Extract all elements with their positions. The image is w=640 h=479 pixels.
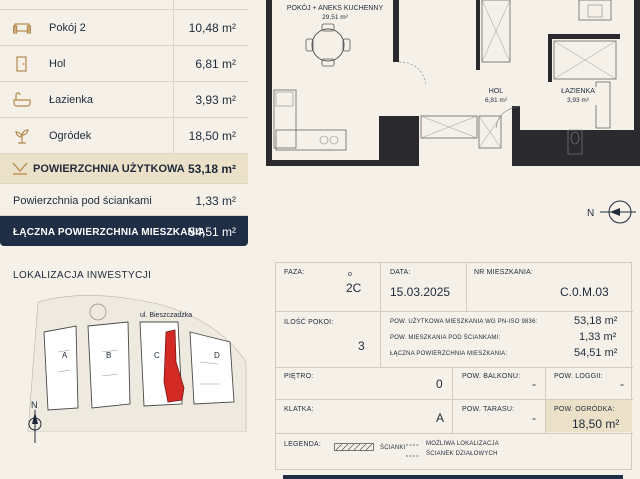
room-row-lazienka	[0, 82, 248, 118]
legend-label: LEGENDA:	[284, 441, 321, 448]
faza-marker: o	[348, 271, 353, 278]
room-row-pokoj-2	[0, 10, 248, 46]
room-row-ogrodek	[0, 118, 248, 154]
room-name: Hol	[49, 58, 66, 70]
balcony-value: -	[532, 377, 536, 391]
area-under-slopes-value: 1,33 m²	[579, 331, 617, 343]
usable-area-value: 53,18 m²	[187, 162, 236, 176]
loggia-value: -	[620, 377, 624, 391]
floor-label: PIĘTRO:	[284, 373, 314, 380]
apartment-number-label: NR MIESZKANIA:	[474, 269, 534, 276]
legend-walls-label: ŚCIANKI	[380, 445, 406, 451]
possible-partition-swatch	[406, 441, 422, 461]
terrace-value: -	[532, 411, 536, 425]
site-map	[18, 292, 250, 432]
north-arrow-icon	[586, 198, 636, 226]
room-name: Pokój 2	[49, 22, 86, 34]
building-c-label: C	[154, 351, 160, 360]
room-area: 18,50 m²	[188, 129, 236, 143]
table-top-edge	[0, 0, 248, 10]
total-area-summary-label: ŁĄCZNA POWIERZCHNIA MIESZKANIA:	[390, 351, 508, 357]
staircase-label: KLATKA:	[284, 406, 314, 413]
data-label: DATA:	[390, 269, 411, 276]
bathtub-icon	[13, 92, 31, 108]
apartment-number-value: C.0.M.03	[560, 285, 609, 299]
living-room-label	[282, 4, 388, 22]
hall-label	[472, 87, 520, 105]
plant-icon	[13, 128, 31, 144]
legend-partitions-label-2: ŚCIANEK DZIAŁOWYCH	[426, 451, 498, 457]
room-name: Ogródek	[49, 130, 92, 142]
living-room-area: 29,51 m²	[322, 14, 348, 21]
rooms-count-value: 3	[358, 339, 365, 353]
north-arrow-left-icon	[26, 398, 46, 444]
room-area: 10,48 m²	[188, 21, 236, 35]
hall-area: 6,81 m²	[484, 97, 508, 104]
compass-left-letter: N	[31, 400, 38, 410]
floor-plan-drawing	[266, 0, 640, 168]
room-area: 3,93 m²	[195, 93, 236, 107]
building-d-label: D	[214, 351, 220, 360]
floor-value: 0	[436, 377, 443, 391]
room-name: Łazienka	[49, 94, 94, 106]
room-area: 6,81 m²	[195, 57, 236, 71]
area-icon	[12, 162, 28, 175]
garden-value: 18,50 m²	[572, 417, 620, 431]
garden-label: POW. OGRÓDKA:	[554, 406, 615, 413]
usable-area-iso-value: 53,18 m²	[574, 315, 618, 327]
total-area-row	[0, 216, 248, 246]
terrace-label: POW. TARASU:	[462, 406, 515, 413]
under-slopes-row	[0, 184, 248, 216]
hatched-wall-swatch	[334, 443, 374, 451]
under-slopes-value: 1,33 m²	[195, 194, 236, 208]
total-area-value: 54,51 m²	[188, 225, 236, 239]
usable-area-label: POWIERZCHNIA UŻYTKOWA	[33, 163, 185, 175]
faza-label: FAZA:	[284, 269, 305, 276]
room-row-hol	[0, 46, 248, 82]
room-area-table	[0, 0, 248, 246]
compass-right-letter: N	[587, 208, 595, 219]
rooms-count-label: ILOŚĆ POKOI:	[284, 319, 334, 326]
area-under-slopes-label: POW. MIESZKANIA POD ŚCIANKAMI:	[390, 335, 501, 341]
balcony-label: POW. BALKONU:	[462, 373, 521, 380]
total-area-label: ŁĄCZNA POWIERZCHNIA MIESZKANIA	[13, 227, 206, 238]
bathroom-area: 3,93 m²	[566, 97, 590, 104]
faza-value: 2C	[346, 281, 362, 295]
staircase-value: A	[436, 411, 445, 425]
usable-area-row	[0, 154, 248, 184]
usable-area-iso-label: POW. UŻYTKOWA MIESZKANIA WG PN-ISO 9836:	[390, 319, 538, 325]
loggia-label: POW. LOGGII:	[554, 373, 603, 380]
hall-name: HOL	[488, 88, 504, 95]
under-slopes-label: Powierzchnia pod ściankami	[13, 195, 152, 207]
bathroom-name: ŁAZIENKA	[561, 88, 595, 95]
building-a-label: A	[62, 351, 68, 360]
apartment-info-card	[275, 262, 632, 470]
data-value: 15.03.2025	[390, 285, 451, 299]
living-room-name: POKÓJ + ANEKS KUCHENNY	[286, 5, 384, 12]
sofa-icon	[13, 20, 31, 36]
location-title: LOKALIZACJA INWESTYCJI	[13, 270, 152, 281]
building-b-label: B	[106, 351, 112, 360]
bathroom-label	[554, 87, 602, 105]
street-label: ul. Bieszczadzka	[140, 312, 193, 319]
bottom-bar	[283, 475, 623, 479]
legend-partitions-label: MOŻLIWA LOKALIZACJA	[426, 441, 499, 447]
total-area-summary-value: 54,51 m²	[574, 347, 618, 359]
floor-plan	[266, 0, 640, 168]
door-icon	[13, 56, 31, 72]
